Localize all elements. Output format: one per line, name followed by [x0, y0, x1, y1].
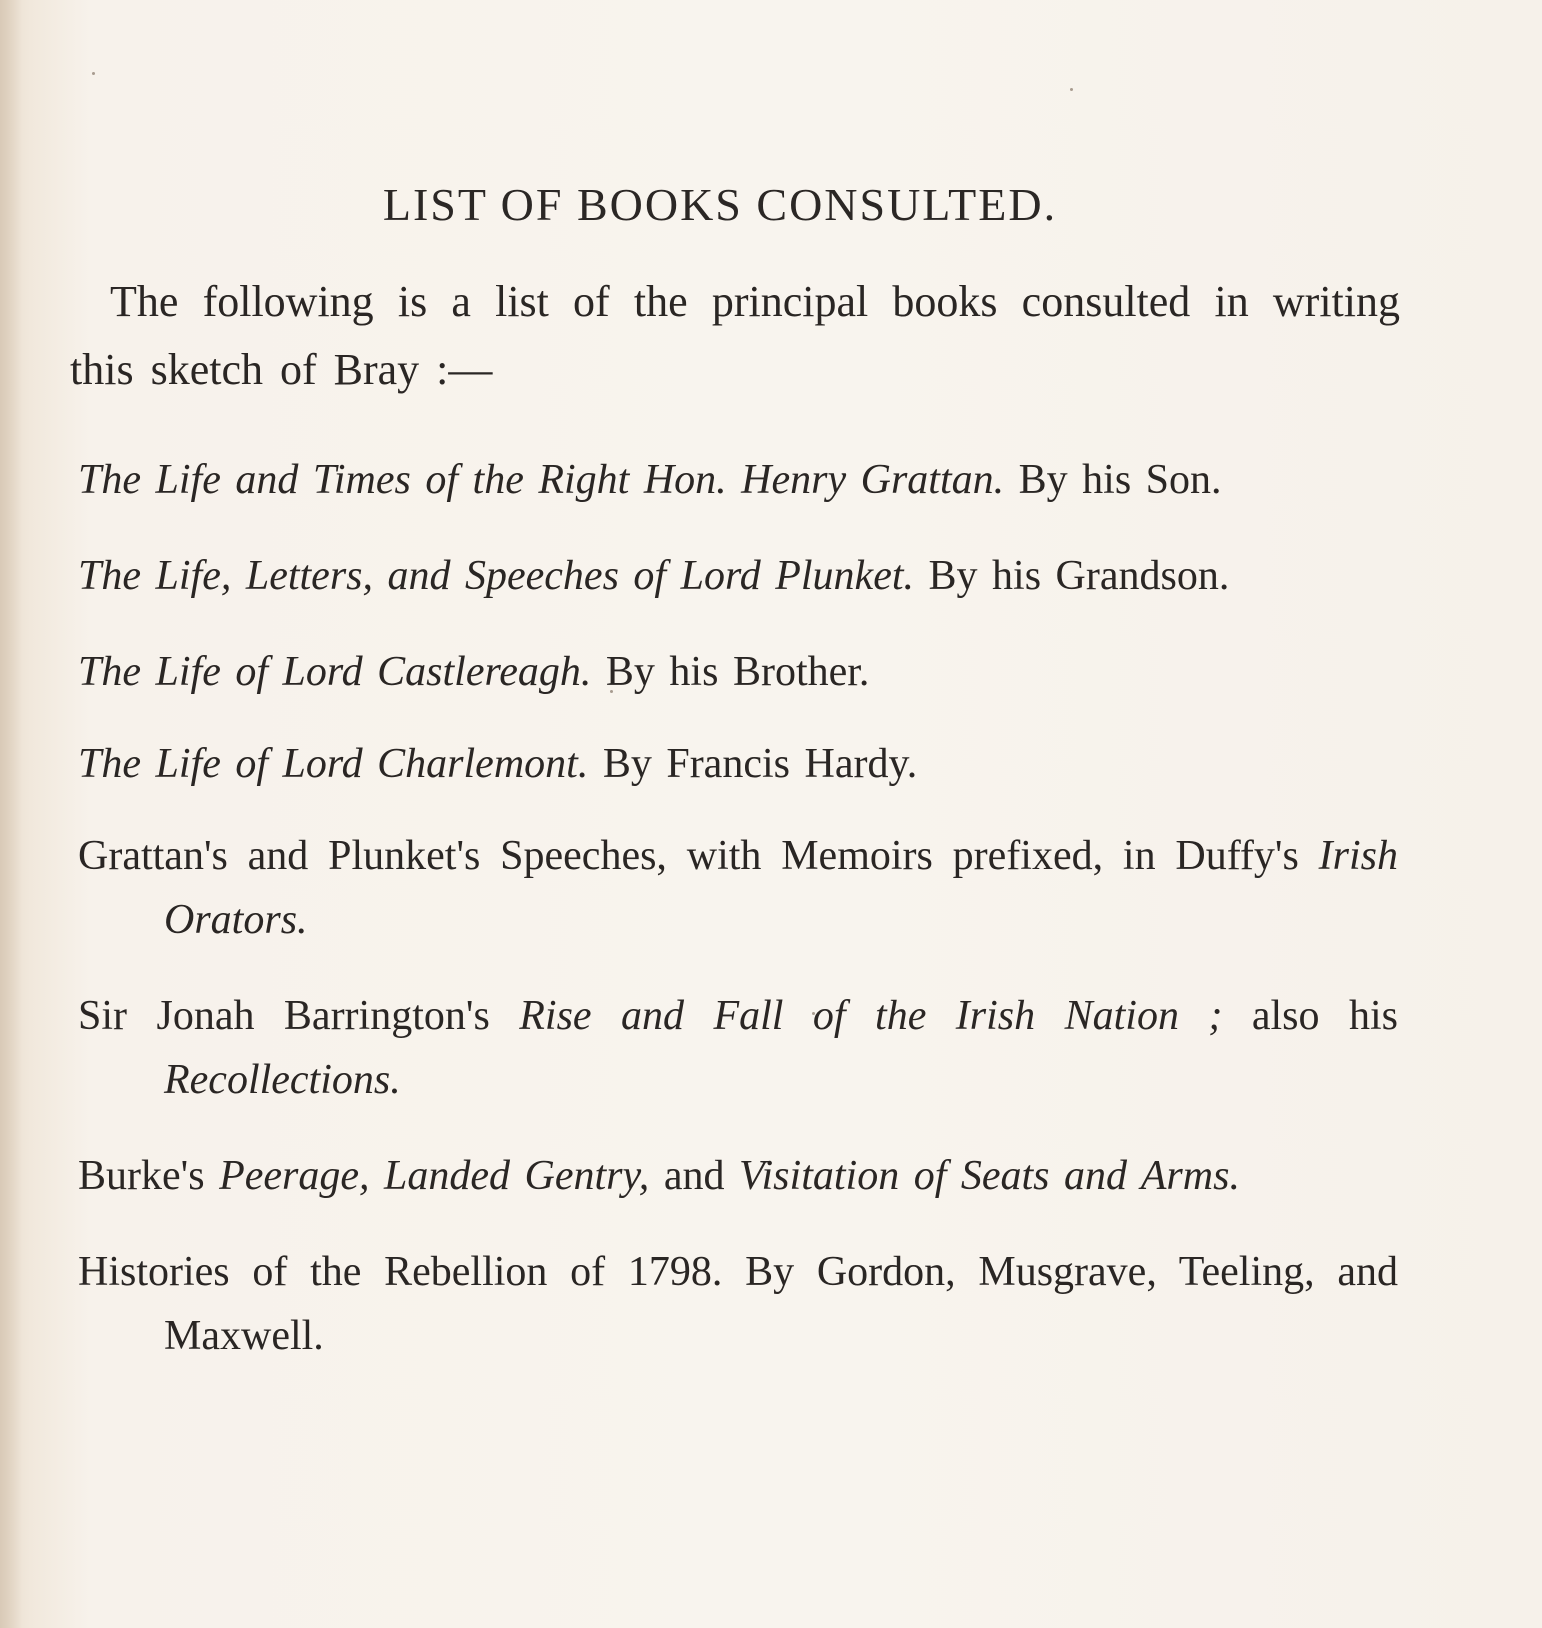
book-credit: By his Son. — [1004, 457, 1222, 503]
book-title: Visitation of Seats and Arms. — [738, 1153, 1240, 1199]
book-title: The Life of Lord Charlemont. — [78, 741, 589, 787]
book-entry — [78, 1240, 1398, 1368]
spine-shadow — [0, 0, 22, 1628]
book-text: Histories of the Rebellion of 1798. By Gordon, Musgrave, Teeling, and Maxwell. — [78, 1249, 1398, 1359]
book-entry — [78, 544, 1398, 608]
book-title: Recollections. — [164, 1057, 401, 1103]
book-entry — [78, 824, 1398, 952]
paper-speck — [92, 72, 95, 75]
book-list — [78, 448, 1398, 1368]
book-title: The Life of Lord Castlereagh. — [78, 649, 592, 695]
book-title: Rise and Fall of the Irish Nation ; — [519, 993, 1223, 1039]
book-credit: By Francis Hardy. — [588, 741, 918, 787]
book-entry — [78, 448, 1398, 512]
book-text: Grattan's and Plunket's Speeches, with Memoirs prefixed, in Duffy's — [78, 833, 1319, 879]
book-credit: By his Brother. — [591, 649, 870, 695]
book-title: The Life and Times of the Right Hon. Henry Grattan. — [78, 457, 1005, 503]
book-text: also his — [1222, 993, 1398, 1039]
book-text: and — [649, 1153, 739, 1199]
book-entry — [78, 984, 1398, 1112]
intro-paragraph: The following is a list of the principal books consulted in writing this sketch of Bray :— — [70, 277, 1400, 394]
book-title: Peerage, Landed Gentry, — [219, 1153, 650, 1199]
book-credit: By his Grandson. — [914, 553, 1230, 599]
paper-speck — [1070, 88, 1073, 91]
book-text: Burke's — [78, 1153, 220, 1199]
book-title: The Life, Letters, and Speeches of Lord Plunket. — [78, 553, 915, 599]
page-title: LIST OF BOOKS CONSULTED. — [382, 179, 1058, 230]
book-title: Irish Orators. — [164, 833, 1398, 943]
book-entry — [78, 640, 1398, 704]
book-entry — [78, 1144, 1398, 1208]
book-text: Sir Jonah Barrington's — [78, 993, 520, 1039]
book-entry — [78, 732, 1398, 796]
